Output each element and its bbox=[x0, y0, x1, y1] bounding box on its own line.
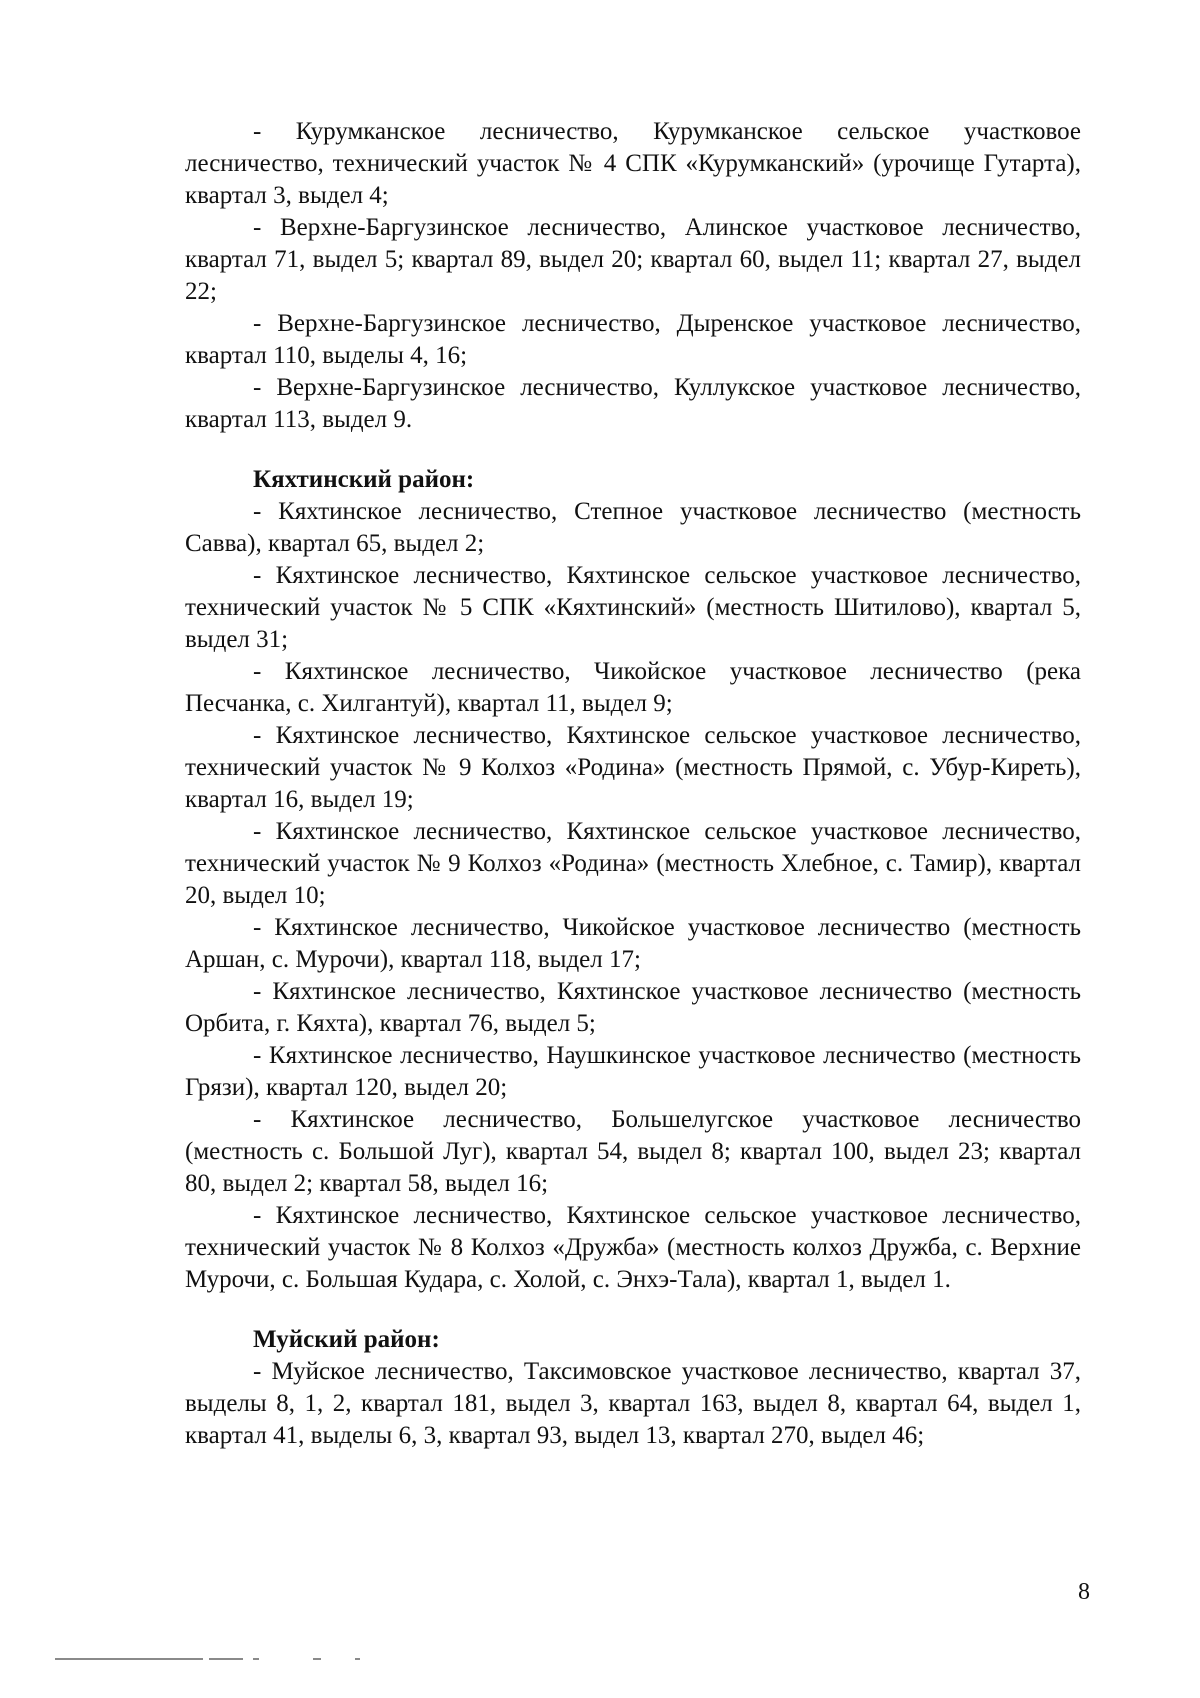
section-heading-muya: Муйский район: bbox=[253, 1326, 440, 1353]
list-item: - Кяхтинское лесничество, Кяхтинское сельское участковое лесничество, технический участок № 9 Колхоз «Родина» (местность Прямой, с. Убур-Киреть), квартал 16, выдел 19; bbox=[185, 722, 1081, 813]
page-number: 8 bbox=[1078, 1579, 1090, 1605]
list-item: - Кяхтинское лесничество, Чикойское участковое лесничество (местность Аршан, с. Мурочи), квартал 118, выдел 17; bbox=[185, 914, 1081, 973]
list-item: - Кяхтинское лесничество, Кяхтинское сельское участковое лесничество, технический участок № 8 Колхоз «Дружба» (местность колхоз Дружба, с. Верхние Мурочи, с. Большая Кудара, с. Холой, с. Энхэ-Тала), квартал 1, выдел 1. bbox=[185, 1202, 1081, 1293]
section-heading-kyakhta: Кяхтинский район: bbox=[253, 466, 475, 493]
list-item: - Верхне-Баргузинское лесничество, Алинское участковое лесничество, квартал 71, выдел 5; квартал 89, выдел 20; квартал 60, выдел 11; квартал 27, выдел 22; bbox=[185, 214, 1081, 305]
list-item: - Кяхтинское лесничество, Наушкинское участковое лесничество (местность Грязи), квартал 120, выдел 20; bbox=[185, 1042, 1081, 1101]
list-item: - Кяхтинское лесничество, Кяхтинское сельское участковое лесничество, технический участок № 5 СПК «Кяхтинский» (местность Шитилово), квартал 5, выдел 31; bbox=[185, 562, 1081, 653]
list-item: - Верхне-Баргузинское лесничество, Дыренское участковое лесничество, квартал 110, выделы 4, 16; bbox=[185, 310, 1081, 369]
list-item: - Кяхтинское лесничество, Чикойское участковое лесничество (река Песчанка, с. Хилгантуй), квартал 11, выдел 9; bbox=[185, 658, 1081, 717]
list-item: - Кяхтинское лесничество, Степное участковое лесничество (местность Савва), квартал 65, выдел 2; bbox=[185, 498, 1081, 557]
footer-divider bbox=[55, 1658, 355, 1660]
list-item: - Курумканское лесничество, Курумканское сельское участковое лесничество, технический участок № 4 СПК «Курумканский» (урочище Гутарта), квартал 3, выдел 4; bbox=[185, 118, 1081, 209]
list-item: - Кяхтинское лесничество, Кяхтинское сельское участковое лесничество, технический участок № 9 Колхоз «Родина» (местность Хлебное, с. Тамир), квартал 20, выдел 10; bbox=[185, 818, 1081, 909]
list-item: - Кяхтинское лесничество, Большелугское участковое лесничество (местность с. Большой Луг), квартал 54, выдел 8; квартал 100, выдел 23; квартал 80, выдел 2; квартал 58, выдел 16; bbox=[185, 1106, 1081, 1197]
list-item: - Верхне-Баргузинское лесничество, Куллукское участковое лесничество, квартал 113, выдел 9. bbox=[185, 374, 1081, 433]
list-item: - Кяхтинское лесничество, Кяхтинское участковое лесничество (местность Орбита, г. Кяхта), квартал 76, выдел 5; bbox=[185, 978, 1081, 1037]
document-body bbox=[185, 116, 1081, 1452]
list-item: - Муйское лесничество, Таксимовское участковое лесничество, квартал 37, выделы 8, 1, 2, квартал 181, выдел 3, квартал 163, выдел 8, квартал 64, выдел 1, квартал 41, выделы 6, 3, квартал 93, выдел 13, квартал 270, выдел 46; bbox=[185, 1358, 1081, 1449]
